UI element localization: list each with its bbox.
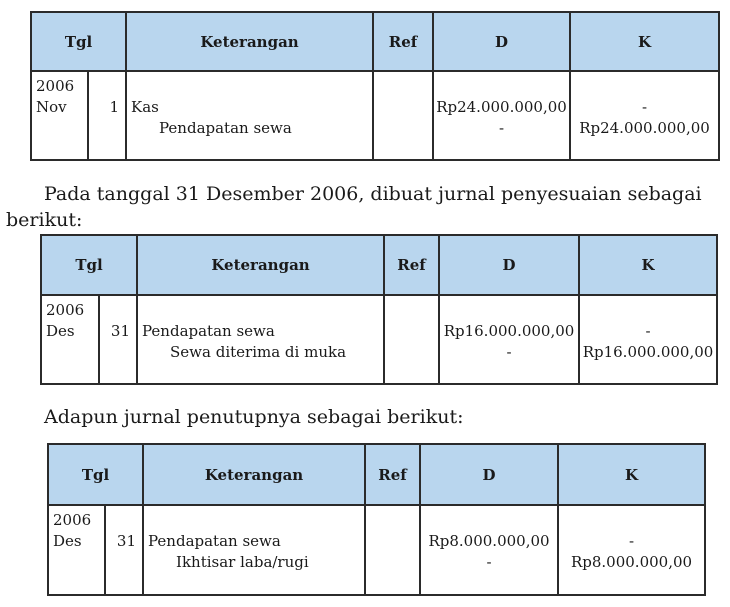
journal-table-adjusting	[40, 234, 718, 385]
header-keterangan: Keterangan	[137, 235, 384, 295]
ref-cell	[384, 295, 439, 384]
entry-day: 31	[105, 505, 143, 595]
header-keterangan: Keterangan	[126, 12, 373, 71]
credit-amount: Rp8.000.000,00	[570, 553, 693, 571]
adjusting-paragraph	[6, 181, 724, 233]
header-debit: D	[420, 444, 558, 505]
header-tgl: Tgl	[31, 12, 126, 71]
header-kredit: K	[570, 12, 719, 71]
entry-year: 2006	[36, 77, 75, 95]
adjusting-line2: berikut:	[6, 209, 83, 231]
header-ref: Ref	[365, 444, 420, 505]
debit-amount: Rp24.000.000,00	[436, 98, 567, 116]
header-tgl: Tgl	[41, 235, 137, 295]
debit-account: Pendapatan sewa	[142, 322, 275, 340]
ref-cell	[365, 505, 420, 595]
ref-cell	[373, 71, 433, 160]
debit-cell	[433, 71, 570, 160]
header-debit: D	[439, 235, 579, 295]
debit-amount: Rp8.000.000,00	[428, 532, 550, 550]
debit-cell	[439, 295, 579, 384]
credit-dash: -	[641, 98, 648, 116]
description-cell	[126, 71, 373, 160]
journal-row	[48, 505, 705, 595]
header-kredit: K	[558, 444, 705, 505]
header-ref: Ref	[373, 12, 433, 71]
entry-month: Nov	[36, 98, 67, 116]
credit-dash: -	[628, 532, 635, 550]
journal-table-closing	[47, 443, 706, 596]
header-kredit: K	[579, 235, 717, 295]
date-cell	[48, 505, 105, 595]
credit-amount: Rp16.000.000,00	[582, 343, 714, 361]
adjusting-line1: Pada tanggal 31 Desember 2006, dibuat jurnal penyesuaian sebagai	[44, 183, 702, 205]
credit-cell	[579, 295, 717, 384]
credit-cell	[570, 71, 719, 160]
closing-paragraph	[44, 404, 724, 430]
date-cell	[31, 71, 88, 160]
entry-day: 31	[99, 295, 137, 384]
credit-amount: Rp24.000.000,00	[579, 119, 710, 137]
journal-row	[41, 295, 717, 384]
header-tgl: Tgl	[48, 444, 143, 505]
description-cell	[143, 505, 365, 595]
debit-account: Pendapatan sewa	[148, 532, 281, 550]
header-keterangan: Keterangan	[143, 444, 365, 505]
date-cell	[41, 295, 99, 384]
header-ref: Ref	[384, 235, 439, 295]
journal-table-receipt	[30, 11, 720, 161]
credit-account: Sewa diterima di muka	[170, 343, 347, 361]
credit-dash: -	[645, 322, 651, 340]
credit-account: Pendapatan sewa	[159, 119, 292, 137]
entry-day: 1	[88, 71, 126, 160]
debit-dash: -	[506, 343, 512, 361]
entry-year: 2006	[53, 511, 92, 529]
header-debit: D	[433, 12, 570, 71]
credit-account: Ikhtisar laba/rugi	[176, 553, 309, 571]
closing-line: Adapun jurnal penutupnya sebagai berikut:	[44, 406, 464, 428]
entry-month: Des	[46, 322, 75, 340]
debit-account: Kas	[131, 98, 159, 116]
debit-dash: -	[498, 119, 505, 137]
description-cell	[137, 295, 384, 384]
debit-dash: -	[486, 553, 492, 571]
entry-month: Des	[53, 532, 82, 550]
credit-cell	[558, 505, 705, 595]
journal-row	[31, 71, 719, 160]
debit-amount: Rp16.000.000,00	[443, 322, 575, 340]
debit-cell	[420, 505, 558, 595]
entry-year: 2006	[46, 301, 85, 319]
